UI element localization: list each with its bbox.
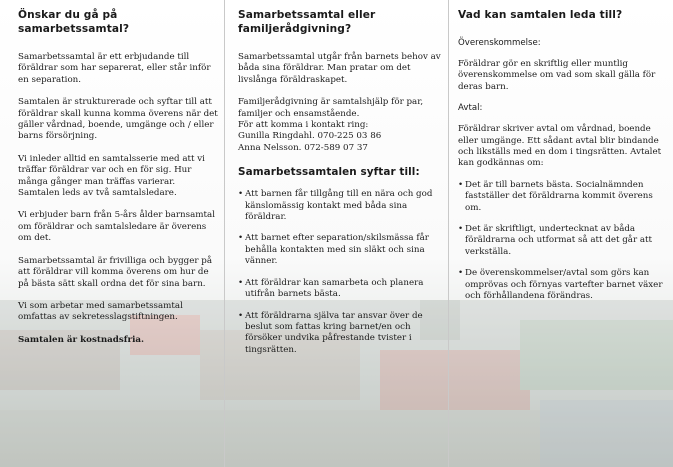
paragraph: Samarbetssamtal utgår från barnets behov av båda sina föräldrar. Man pratar om det livslånga föräldraskapet. [238,52,441,85]
list-item: • Att föräldrar kan samarbeta och planera utifrån barnets bästa. [238,278,442,301]
contact-anna: Anna Nelsson. 072-589 07 37 [238,142,368,153]
paragraph: Föräldrar skriver avtal om vårdnad, boende eller umgänge. Ett sådant avtal blir bindande och likställs med en dom i tingsrätten. Avtalet kan godkännas om: [458,124,662,169]
heading-onskar: Önskar du gå på samarbetssamtal? [18,9,130,35]
label-avtal: Avtal: [458,103,483,114]
paragraph: Samarbetssamtal är ett erbjudande till föräldrar som har separerat, eller står inför en separation. [18,52,211,85]
contact-gunilla: Gunilla Ringdahl. 070-225 03 86 [238,131,382,142]
column-comparison [224,0,448,467]
list-item: • Det är skriftligt, undertecknat av båda föräldrarna och utformat så att det går att verkställa. [458,224,667,258]
column-outcomes [448,0,673,467]
closing-statement: Samtalen är kostnadsfria. [18,334,145,345]
heading-syftar-till: Samarbetssamtalen syftar till: [238,166,420,179]
paragraph: Föräldrar gör en skriftlig eller muntlig överenskommelse om vad som skall gälla för deras barn. [458,59,656,92]
label-overenskommelse: Överenskommelse: [458,38,541,48]
heading-samarbetssamtal-eller: Samarbetssamtal eller familjerådgivning? [238,9,376,35]
paragraph: Vi som arbetar med samarbetssamtal omfattas av sekretesslagstiftningen. [18,300,183,323]
column-intro [0,0,224,467]
list-item: • Att barnet efter separation/skilsmässa får behålla kontakten med sin släkt och sina vänner. [238,233,442,267]
paragraph: Samtalen är strukturerade och syftar till att föräldrar skall kunna komma överens när det gäller vårdnad, boende, umgänge och / eller barns försörjning. [18,97,218,142]
paragraph: Familjerådgivning är samtalshjälp för par, familjer och ensamstående. [238,97,424,119]
paragraph: Vi erbjuder barn från 5-års ålder barnsamtal om föräldrar och samtalsledare är överens om det. [18,210,215,244]
heading-vad-kan: Vad kan samtalen leda till? [458,9,623,21]
paragraph: Samarbetssamtal är frivilliga och bygger på att föräldrar vill komma överens om hur de på bästa sätt skall ordna det för sina barn. [18,255,213,289]
purpose-list [238,189,442,356]
list-item: • Att föräldrarna själva tar ansvar över de beslut som fattas kring barnet/en och försöker undvika påfrestande tvister i tingsrätten. [238,311,442,357]
list-item: • Att barnen får tillgång till en nära och god känslomässig kontakt med båda sina föräldrar. [238,189,442,223]
contact-intro: För att komma i kontakt ring: [238,120,369,131]
paragraph: Vi inleder alltid en samtalsserie med att vi träffar föräldrar var och en för sig. Hur många gånger man träffas varierar. Samtalen leds av två samtalsledare. [18,153,205,199]
approval-list [458,180,667,303]
list-item: • De överenskommelser/avtal som görs kan omprövas och förnyas vartefter barnet växer och förhållandena förändras. [458,268,667,302]
list-item: • Det är till barnets bästa. Socialnämnden fastställer det föräldrarna kommit överens om. [458,180,667,214]
